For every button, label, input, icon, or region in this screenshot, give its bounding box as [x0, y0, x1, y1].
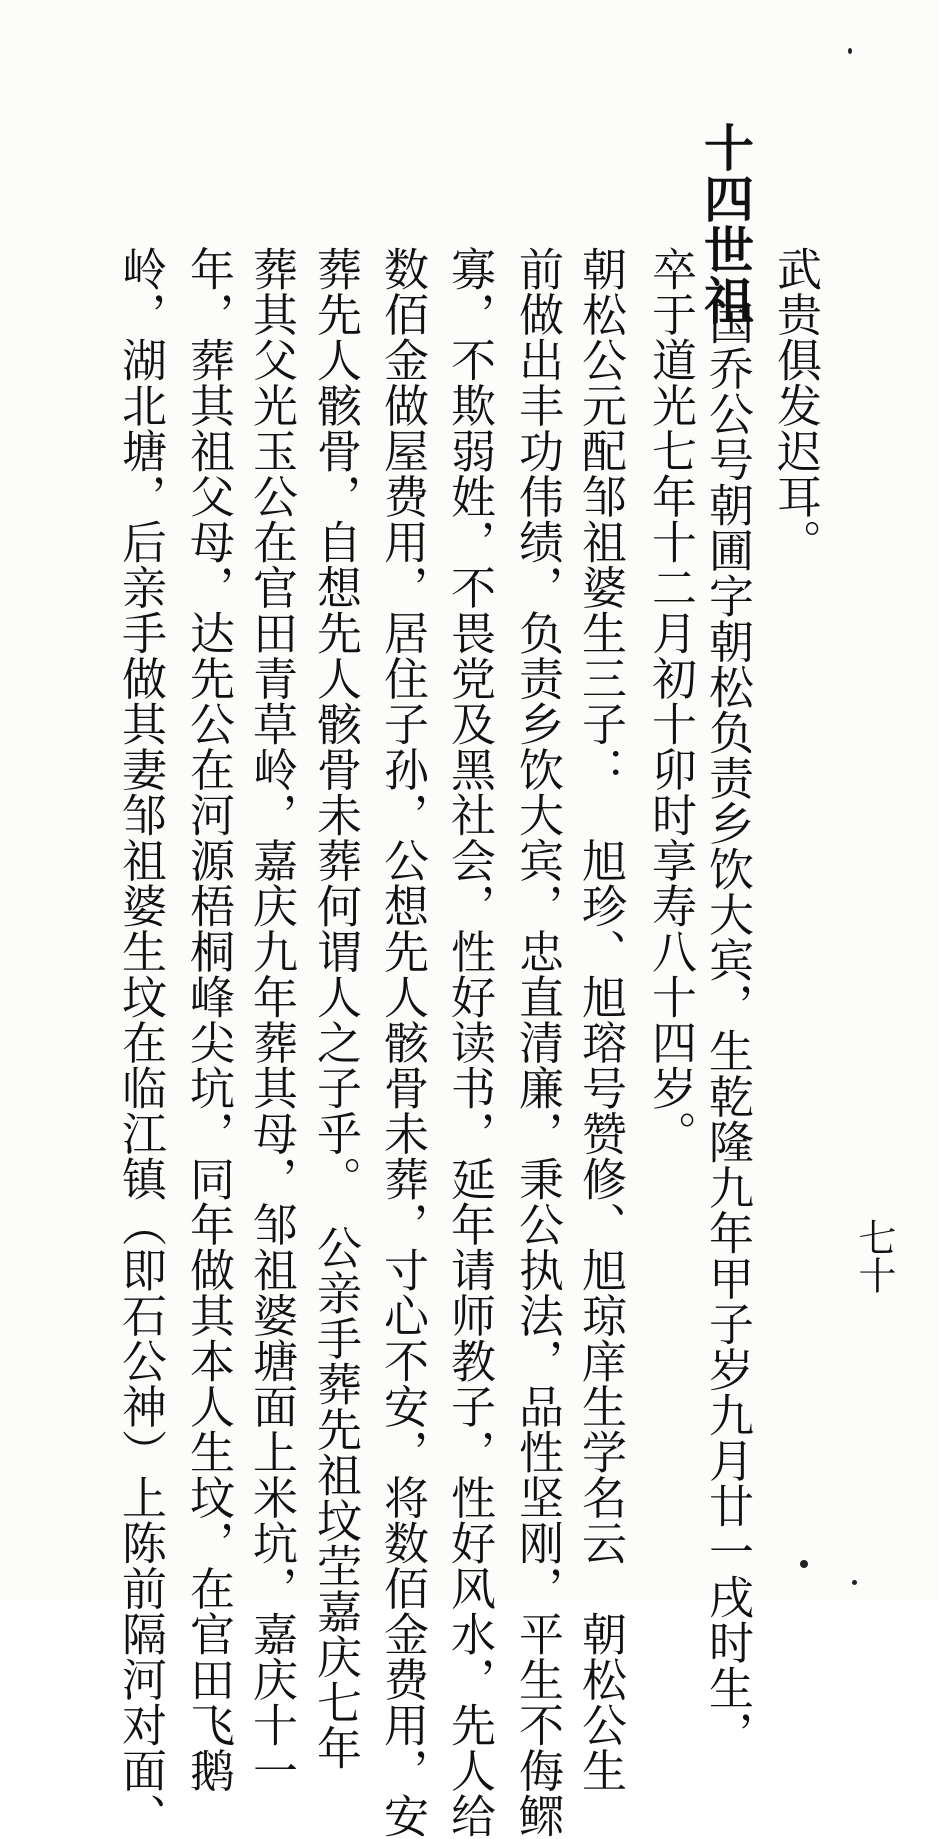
text-column-3: 卒于道光七年十二月初十卯时享寿八十四岁。: [644, 246, 697, 1156]
ink-speck: [852, 1580, 857, 1585]
ink-speck: [800, 1560, 808, 1568]
text-column-8: 葬先人骸骨，自想先人骸骨未葬何谓人之子乎。 公亲手葬先祖坟茔嘉庆七年: [309, 246, 362, 1771]
text-column-2: 国乔公号朝圃字朝松负责乡饮大宾，生乾隆九年甲子岁九月廿一戌时生，: [701, 300, 754, 1756]
page-number: 七十: [852, 1218, 896, 1294]
text-column-11: 岭，湖北塘，后亲手做其妻邹祖婆生坟在临江镇（即石公神）上陈前隔河对面、: [114, 246, 167, 1839]
text-column-6: 寡，不欺弱姓，不畏党及黑社会，性好读书，延年请师教子，性好风水，先人给: [443, 246, 496, 1839]
text-column-7: 数佰金做屋费用，居住子孙，公想先人骸骨未葬，寸心不安，将数佰金费用，安: [376, 246, 429, 1839]
text-column-5: 前做出丰功伟绩，负责乡饮大宾，忠直清廉，秉公执法，品性坚刚，平生不侮鳏: [511, 246, 564, 1839]
text-column-4: 朝松公元配邹祖婆生三子： 旭珍、旭瑢号赞修、旭琼庠生学名云 朝松公生: [574, 246, 627, 1793]
section-heading: 十四世祖: [696, 122, 755, 326]
ink-speck: [848, 48, 852, 54]
text-column-1: 武贵俱发迟耳。: [769, 246, 822, 565]
text-column-9: 葬其父光玉公在官田青草岭，嘉庆九年葬其母，邹祖婆塘面上米坑，嘉庆十一: [245, 246, 298, 1793]
text-column-10: 年，葬其祖父母，达先公在河源梧桐峰尖坑，同年做其本人生坟，在官田飞鹅: [182, 246, 235, 1793]
